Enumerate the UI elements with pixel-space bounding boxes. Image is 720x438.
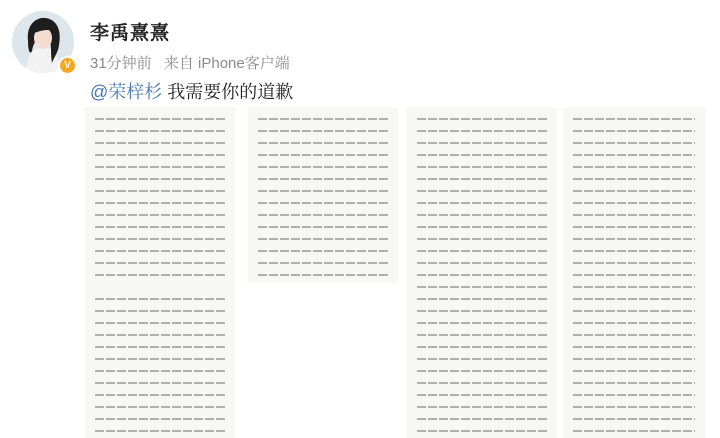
post-time: 31分钟前: [90, 55, 152, 72]
image-grid: [85, 108, 705, 438]
post-image-2[interactable]: [248, 108, 398, 283]
post-image-1[interactable]: [85, 108, 235, 438]
post-image-3[interactable]: [407, 108, 557, 438]
post-text: [90, 78, 293, 104]
post-meta: [90, 52, 298, 73]
post-image-4[interactable]: [563, 108, 705, 438]
mention-link[interactable]: @荣梓杉: [90, 82, 163, 102]
post-source[interactable]: 来自 iPhone客户端: [163, 55, 290, 72]
post-body: 我需要你的道歉: [167, 82, 294, 102]
username[interactable]: 李禹熹熹: [90, 23, 171, 44]
verified-badge-icon: V: [58, 56, 77, 75]
